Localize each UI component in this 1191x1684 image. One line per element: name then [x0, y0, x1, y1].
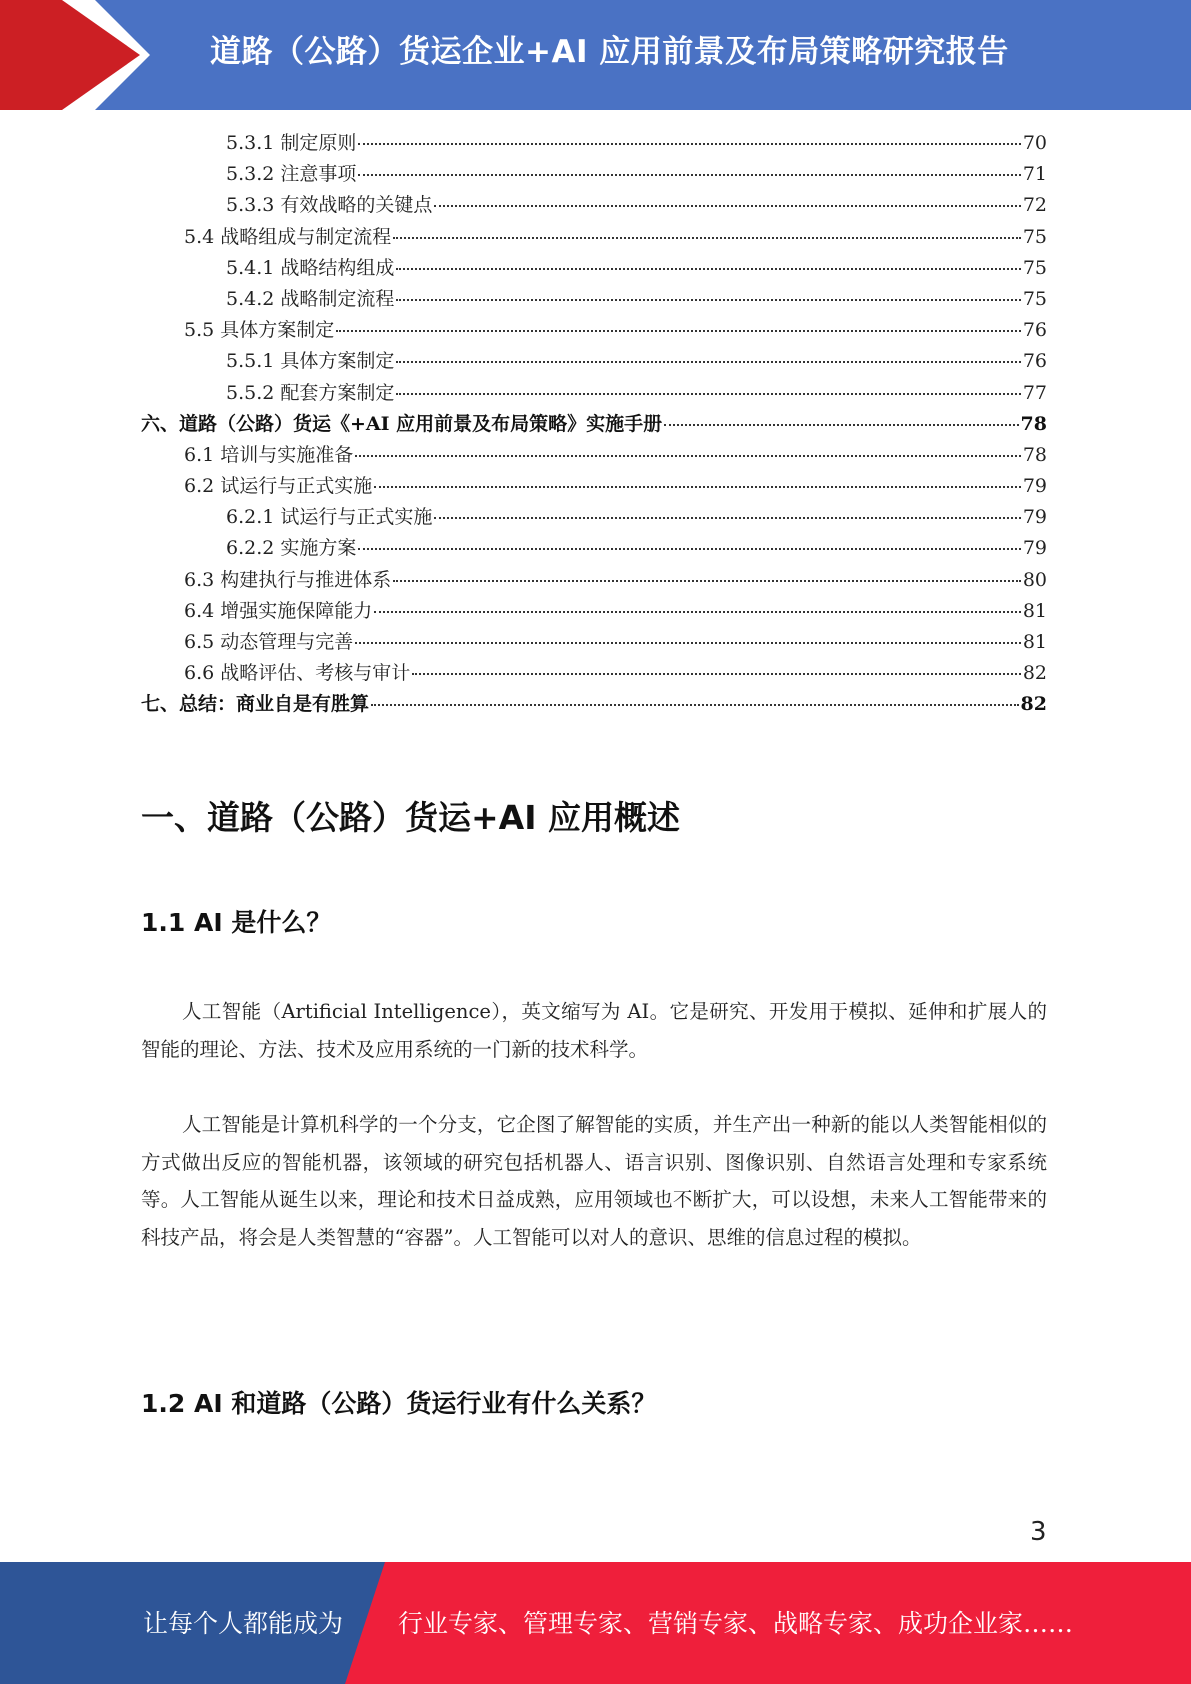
toc-entry-label: 5.4.2 战略制定流程 — [226, 287, 395, 310]
toc-entry-page: 75 — [1022, 256, 1047, 279]
toc-entry-label: 5.4 战略组成与制定流程 — [184, 225, 392, 248]
toc-entry-page: 77 — [1022, 381, 1047, 404]
toc-entry-page: 80 — [1022, 568, 1047, 591]
toc-entry-label: 6.4 增强实施保障能力 — [184, 599, 373, 622]
toc-entry-page: 75 — [1022, 287, 1047, 310]
toc-entry[interactable] — [141, 689, 1047, 720]
toc-entry-label: 6.6 战略评估、考核与审计 — [184, 662, 411, 685]
toc-entry[interactable] — [141, 253, 1047, 284]
toc-leader-dots — [434, 517, 1020, 519]
page-number: 3 — [1030, 1517, 1047, 1547]
toc-leader-dots — [396, 299, 1020, 301]
toc-entry-label: 六、道路（公路）货运《+AI 应用前景及布局策略》实施手册 — [141, 412, 663, 435]
subsection-heading-1-1: 1.1 AI 是什么？ — [141, 908, 332, 937]
toc-entry-page: 71 — [1022, 163, 1047, 186]
toc-leader-dots — [358, 143, 1020, 145]
toc-entry-label: 5.5.2 配套方案制定 — [226, 381, 395, 404]
toc-entry-label: 5.5 具体方案制定 — [184, 319, 335, 342]
toc-leader-dots — [371, 704, 1019, 706]
toc-entry-label: 5.3.3 有效战略的关键点 — [226, 194, 433, 217]
toc-leader-dots — [412, 673, 1021, 675]
toc-entry-page: 82 — [1020, 693, 1047, 716]
toc-leader-dots — [355, 642, 1021, 644]
toc-entry[interactable] — [141, 502, 1047, 533]
toc-entry-label: 6.2.1 试运行与正式实施 — [226, 506, 433, 529]
toc-entry[interactable] — [141, 627, 1047, 658]
toc-leader-dots — [393, 237, 1021, 239]
toc-entry-label: 6.1 培训与实施准备 — [184, 443, 354, 466]
toc-entry-page: 79 — [1022, 537, 1047, 560]
toc-entry-page: 81 — [1022, 599, 1047, 622]
toc-entry-page: 76 — [1022, 350, 1047, 373]
toc-entry-page: 78 — [1020, 412, 1047, 435]
toc-entry-label: 6.5 动态管理与完善 — [184, 631, 354, 653]
toc-entry-label: 5.4.1 战略结构组成 — [226, 256, 395, 279]
header-banner — [0, 0, 1191, 110]
paragraph-ai-definition: 人工智能（Artificial Intelligence），英文缩写为 AI。它是研究、开发用于模拟、延伸和扩展人的智能的理论、方法、技术及应用系统的一门新的技术科学。 — [141, 1000, 1047, 1061]
toc-entry-label: 5.5.1 具体方案制定 — [226, 350, 395, 373]
toc-entry-page: 76 — [1022, 319, 1047, 342]
toc-entry[interactable] — [141, 222, 1047, 253]
paragraph-ai-branch: 人工智能是计算机科学的一个分支，它企图了解智能的实质，并生产出一种新的能以人类智能相似的方式做出反应的智能机器，该领域的研究包括机器人、语言识别、图像识别、自然语言处理和专家系统等。人工智能从诞生以来，理论和技术日益成熟，应用领域也不断扩大，可以设想，未来人工智能带来的科技产品，将会是人类智慧的“容器”。人工智能可以对人的意识、思维的信息过程的模拟。 — [141, 1113, 1047, 1249]
toc-entry[interactable] — [141, 128, 1047, 159]
toc-entry-page: 81 — [1022, 631, 1047, 653]
toc-leader-dots — [664, 424, 1018, 426]
toc-leader-dots — [434, 205, 1020, 207]
toc-leader-dots — [374, 486, 1021, 488]
subsection-heading-1-2: 1.2 AI 和道路（公路）货运行业有什么关系？ — [141, 1389, 657, 1418]
toc-entry[interactable] — [141, 658, 1047, 689]
toc-entry-page: 79 — [1022, 475, 1047, 498]
toc-entry[interactable] — [141, 346, 1047, 377]
toc-entry-label: 七、总结：商业自是有胜算 — [141, 693, 370, 716]
toc-leader-dots — [358, 548, 1020, 550]
toc-entry-label: 5.3.1 制定原则 — [226, 132, 357, 154]
toc-leader-dots — [396, 268, 1020, 270]
toc-entry[interactable] — [141, 533, 1047, 564]
toc-entry[interactable] — [141, 440, 1047, 471]
footer-slogan-left: 让每个人都能成为 — [143, 1609, 344, 1638]
toc-entry-label: 6.2.2 实施方案 — [226, 537, 357, 560]
toc-entry[interactable] — [141, 409, 1047, 440]
toc-entry[interactable] — [141, 565, 1047, 596]
toc-entry[interactable] — [141, 284, 1047, 315]
toc-entry-page: 72 — [1022, 194, 1047, 217]
toc-leader-dots — [393, 580, 1021, 582]
toc-entry[interactable] — [141, 159, 1047, 190]
toc-entry-page: 70 — [1022, 132, 1047, 154]
toc-entry[interactable] — [141, 596, 1047, 627]
toc-leader-dots — [396, 361, 1020, 363]
section-heading: 一、道路（公路）货运+AI 应用概述 — [141, 798, 680, 837]
toc-leader-dots — [374, 611, 1021, 613]
toc-entry-label: 6.3 构建执行与推进体系 — [184, 568, 392, 591]
report-title: 道路（公路）货运企业+AI 应用前景及布局策略研究报告 — [210, 34, 1009, 70]
footer-slogan-right: 行业专家、管理专家、营销专家、战略专家、成功企业家…… — [398, 1609, 1074, 1638]
toc-leader-dots — [355, 455, 1021, 457]
toc-entry-label: 5.3.2 注意事项 — [226, 163, 357, 186]
toc-leader-dots — [396, 393, 1020, 395]
toc-entry-label: 6.2 试运行与正式实施 — [184, 475, 373, 498]
toc-entry[interactable] — [141, 378, 1047, 409]
toc-entry-page: 79 — [1022, 506, 1047, 529]
toc-entry-page: 78 — [1022, 443, 1047, 466]
table-of-contents — [141, 128, 1047, 721]
toc-entry[interactable] — [141, 190, 1047, 221]
toc-entry-page: 82 — [1022, 662, 1047, 685]
toc-leader-dots — [336, 330, 1021, 332]
header-arrow-shape — [0, 0, 160, 110]
toc-leader-dots — [358, 174, 1020, 176]
toc-entry[interactable] — [141, 471, 1047, 502]
footer-banner — [0, 1562, 1191, 1684]
toc-entry[interactable] — [141, 315, 1047, 346]
toc-entry-page: 75 — [1022, 225, 1047, 248]
